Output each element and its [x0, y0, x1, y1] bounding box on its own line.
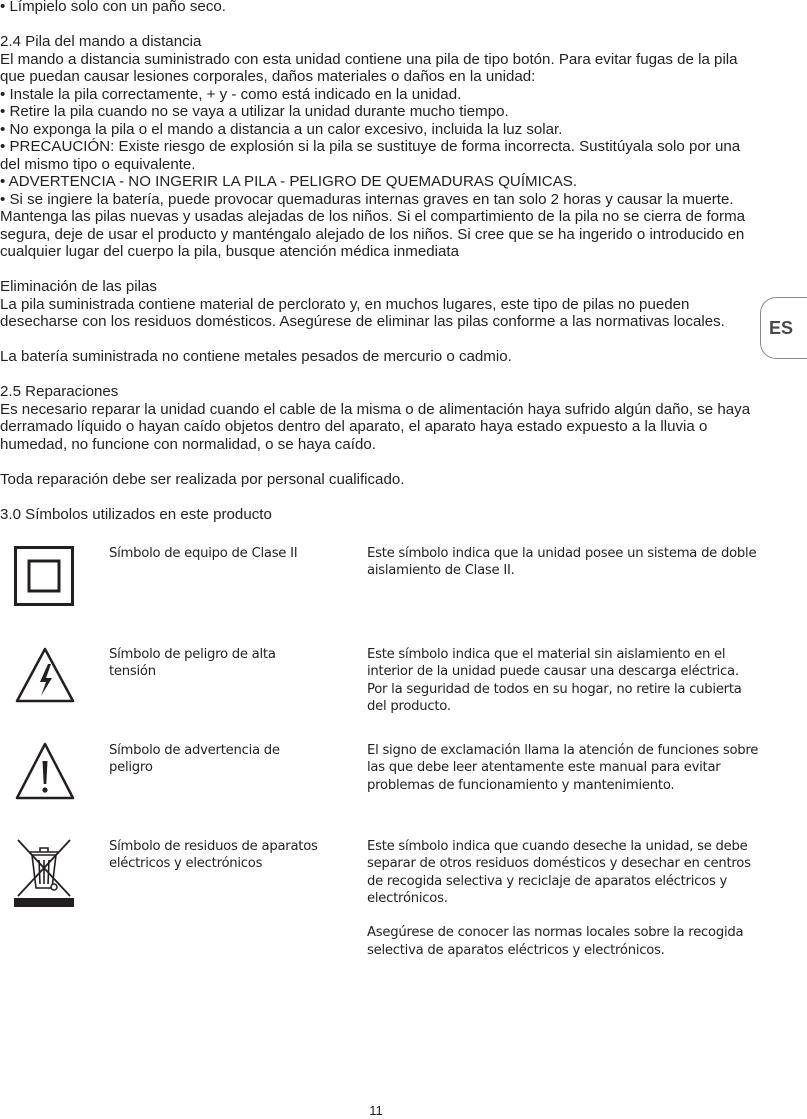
symbol-name: Símbolo de residuos de aparatos eléctricos y electrónicos: [109, 839, 318, 872]
section-2-4-title: 2.4 Pila del mando a distancia: [0, 33, 202, 50]
warning-exclamation-triangle-icon: [14, 741, 76, 801]
crossed-out-wheelie-bin-icon: [14, 836, 74, 908]
weee-description: Este símbolo indica que cuando deseche la unidad, se debe separar de otros residuos domésticos y desechar en centros de recogida selectiva y reciclaje de aparatos eléctricos y electrónicos.: [367, 839, 751, 906]
high-voltage-triangle-icon: [14, 646, 76, 704]
battery-bullet-warning: • ADVERTENCIA - NO INGERIR LA PILA - PELIGRO DE QUEMADURAS QUÍMICAS.: [0, 173, 578, 190]
caution-label: • PRECAUCIÓN:: [0, 138, 115, 155]
cleaning-bullet: • Límpielo solo con un paño seco.: [0, 0, 226, 15]
symbol-description: Este símbolo indica que la unidad posee un sistema de doble aislamiento de Clase II.: [367, 546, 757, 579]
battery-heavy-metals-text: La batería suministrada no contiene metales pesados de mercurio o cadmio.: [0, 348, 512, 365]
class-ii-double-square-icon: [14, 546, 74, 606]
section-2-4-intro: El mando a distancia suministrado con esta unidad contiene una pila de tipo botón. Para evitar fugas de la pila que puedan causar lesiones corporales, daños materiales o daños en la unidad:: [0, 50, 738, 85]
symbol-description: [367, 838, 759, 959]
battery-bullet-caution: [0, 138, 752, 173]
section-2-5-text: Es necesario reparar la unidad cuando el cable de la misma o de alimentación haya sufrido algún daño, se haya derramado líquido o hayan caído objetos dentro del aparato, el aparato haya estado expuesto a la lluvia o humedad, no funcione con normalidad, o se haya caído.: [0, 400, 751, 453]
language-tab-label: ES: [769, 318, 794, 338]
battery-bullet-ingestion: • Si se ingiere la batería, puede provocar quemaduras internas graves en tan solo 2 horas y causar la muerte. Mantenga las pilas nuevas y usadas alejadas de los niños. Si el compartimiento de la pila no se cierra de forma segura, deje de usar el producto y manténgalo alejado de los niños. Si cree que se ha ingerido o introducido en cualquier lugar del cuerpo la pila, busque atención médica inmediata: [0, 190, 746, 260]
symbol-name: Símbolo de advertencia de peligro: [109, 743, 280, 776]
section-2-5-title: 2.5 Reparaciones: [0, 383, 119, 400]
language-tab: [760, 297, 807, 359]
battery-bullet-install: • Instale la pila correctamente, + y - como está indicado en la unidad.: [0, 85, 462, 103]
section-3-0-title: 3.0 Símbolos utilizados en este producto: [0, 505, 272, 523]
caution-text: Existe riesgo de explosión si la pila se sustituye de forma incorrecta. Sustitúyala solo por una del mismo tipo o equivalente.: [0, 138, 741, 173]
symbol-name: Símbolo de equipo de Clase II: [109, 546, 298, 561]
section-2-5-note: Toda reparación debe ser realizada por personal cualificado.: [0, 470, 405, 488]
manual-text-column: [0, 0, 752, 523]
battery-bullet-remove: • Retire la pila cuando no se vaya a utilizar la unidad durante mucho tiempo.: [0, 103, 509, 120]
symbol-description: El signo de exclamación llama la atención de funciones sobre las que debe leer atentamente este manual para evitar problemas de funcionamiento y mantenimiento.: [367, 743, 759, 793]
page-number: 11: [369, 1103, 383, 1118]
battery-disposal-text: La pila suministrada contiene material de perclorato y, en muchos lugares, este tipo de pilas no pueden desecharse con los residuos domésticos. Asegúrese de eliminar las pilas conforme a las normativas locales.: [0, 295, 725, 330]
battery-bullet-heat: • No exponga la pila o el mando a distancia a un calor excesivo, incluida la luz solar.: [0, 120, 563, 138]
battery-disposal-title: Eliminación de las pilas: [0, 278, 157, 295]
symbol-description: Este símbolo indica que el material sin aislamiento en el interior de la unidad puede causar una descarga eléctrica. Por la seguridad de todos en su hogar, no retire la cubierta del producto.: [367, 647, 742, 714]
weee-description-note: Asegúrese de conocer las normas locales sobre la recogida selectiva de aparatos eléctricos y electrónicos.: [367, 925, 744, 958]
symbol-name: Símbolo de peligro de alta tensión: [109, 647, 276, 680]
